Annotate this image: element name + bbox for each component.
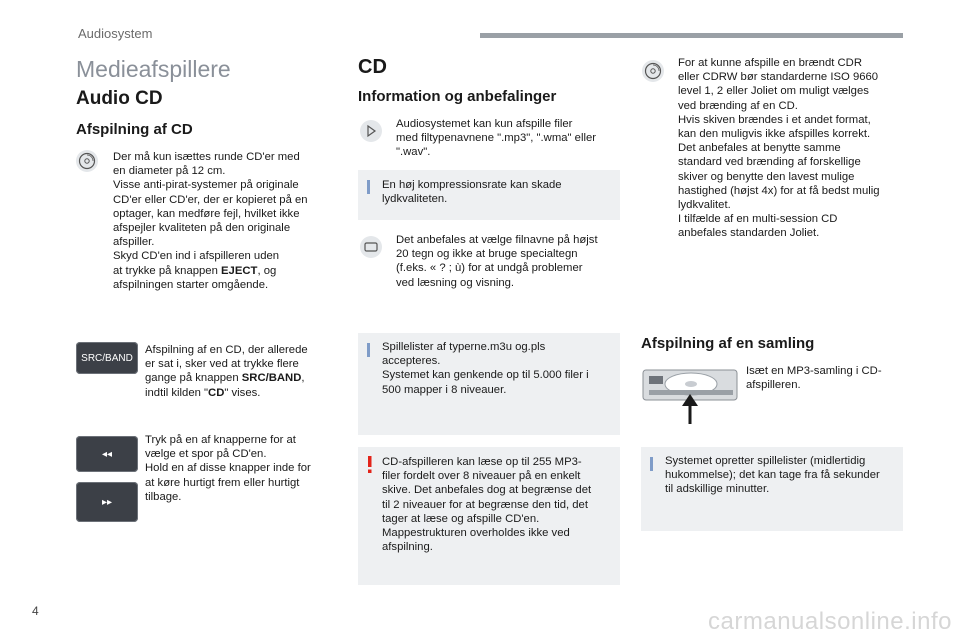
cd-icon (76, 150, 98, 172)
info-compression-text: En høj kompressionsrate kan skade lydkvaliteten. (382, 179, 562, 206)
info-icon (367, 343, 370, 357)
file-types-text: Audiosystemet kan kun afspille filer med filtypenavnene ".mp3", ".wma" eller ".wav". (396, 118, 597, 159)
next-track-button: ▸▸ (76, 482, 138, 522)
heading-afspilning-cd: Afspilning af CD (76, 121, 193, 138)
info-playlists-text: Spillelister af typerne.m3u og.pls accepteres. Systemet kan genkende op til 5.000 filer i 500 mapper i 8 niveauer. (382, 341, 589, 396)
cd-insert-text: Der må kun isættes runde CD'er med en diameter på 12 cm. Visse anti-pirat-systemer på originale CD'er eller CD'er, der er kopieret på en optager, kan medføre fejl, hvilket ikke afspejler kvaliteten på den originale afspiller. Skyd CD'en ind i afspilleren uden at trykke på knappen EJECT, og afspilningen starter omgående. (113, 151, 308, 291)
heading-cd: CD (358, 56, 387, 78)
src-band-text: Afspilning af en CD, der allerede er sat i, sker ved at trykke flere gange på knappen SRC/BAND, indtil kilden "CD" vises. (145, 344, 308, 399)
watermark: carmanualsonline.info (708, 608, 952, 635)
track-select-text: Tryk på en af knapperne for at vælge et spor på CD'en. Hold en af disse knapper inde for at køre hurtigt frem eller hurtigt tilbage. (145, 434, 311, 503)
page-number: 4 (32, 604, 39, 618)
src-band-button: SRC/BAND (76, 342, 138, 374)
cd-icon (642, 60, 664, 82)
info-collection-text: Systemet opretter spillelister (midlertidig hukommelse); det kan tage fra få sekunder til adskillige minutter. (665, 455, 880, 496)
info-icon (367, 180, 370, 194)
heading-afspilning-samling: Afspilning af en samling (641, 335, 815, 352)
section-label: Audiosystem (78, 26, 153, 41)
collection-text: Isæt en MP3-samling i CD- afspilleren. (746, 365, 882, 392)
filename-text: Det anbefales at vælge filnavne på højst 20 tegn og ikke at bruge specialtegn (f.eks. « ? ; ù) for at undgå problemer ved læsning og visning. (396, 234, 598, 289)
header-bar (480, 33, 903, 38)
cdr-text: For at kunne afspille en brændt CDR eller CDRW bør standarderne ISO 9660 level 1, 2 eller Joliet om muligt vælges ved brænding af en CD. Hvis skiven brændes i et andet format, kan den muligvis ikke afspilles korrekt. Det anbefales at benytte samme standard ved brænding af forskellige skiver og benytte den lavest mulige hastighed (højst 4x) for at få bedst mulig lydkvalitet. I tilfælde af en multi-session CD anbefales standarden Joliet. (678, 57, 880, 240)
heading-information: Information og anbefalinger (358, 88, 557, 105)
prev-track-button: ◂◂ (76, 436, 138, 472)
play-icon (360, 120, 382, 142)
info-icon (650, 457, 653, 471)
display-icon (360, 236, 382, 258)
cd-player-illustration (641, 366, 739, 426)
warning-text: CD-afspilleren kan læse op til 255 MP3- filer fordelt over 8 niveauer på en enkelt skive. Det anbefales dog at begrænse det til 2 niveauer for at begrænse den tid, det tager at læse og afspille CD'en. Mappestrukturen overholdes ikke ved afspilning. (382, 456, 592, 554)
warning-icon (365, 456, 375, 474)
heading-audio-cd: Audio CD (76, 88, 163, 109)
heading-medieafspillere: Medieafspillere (76, 56, 231, 82)
